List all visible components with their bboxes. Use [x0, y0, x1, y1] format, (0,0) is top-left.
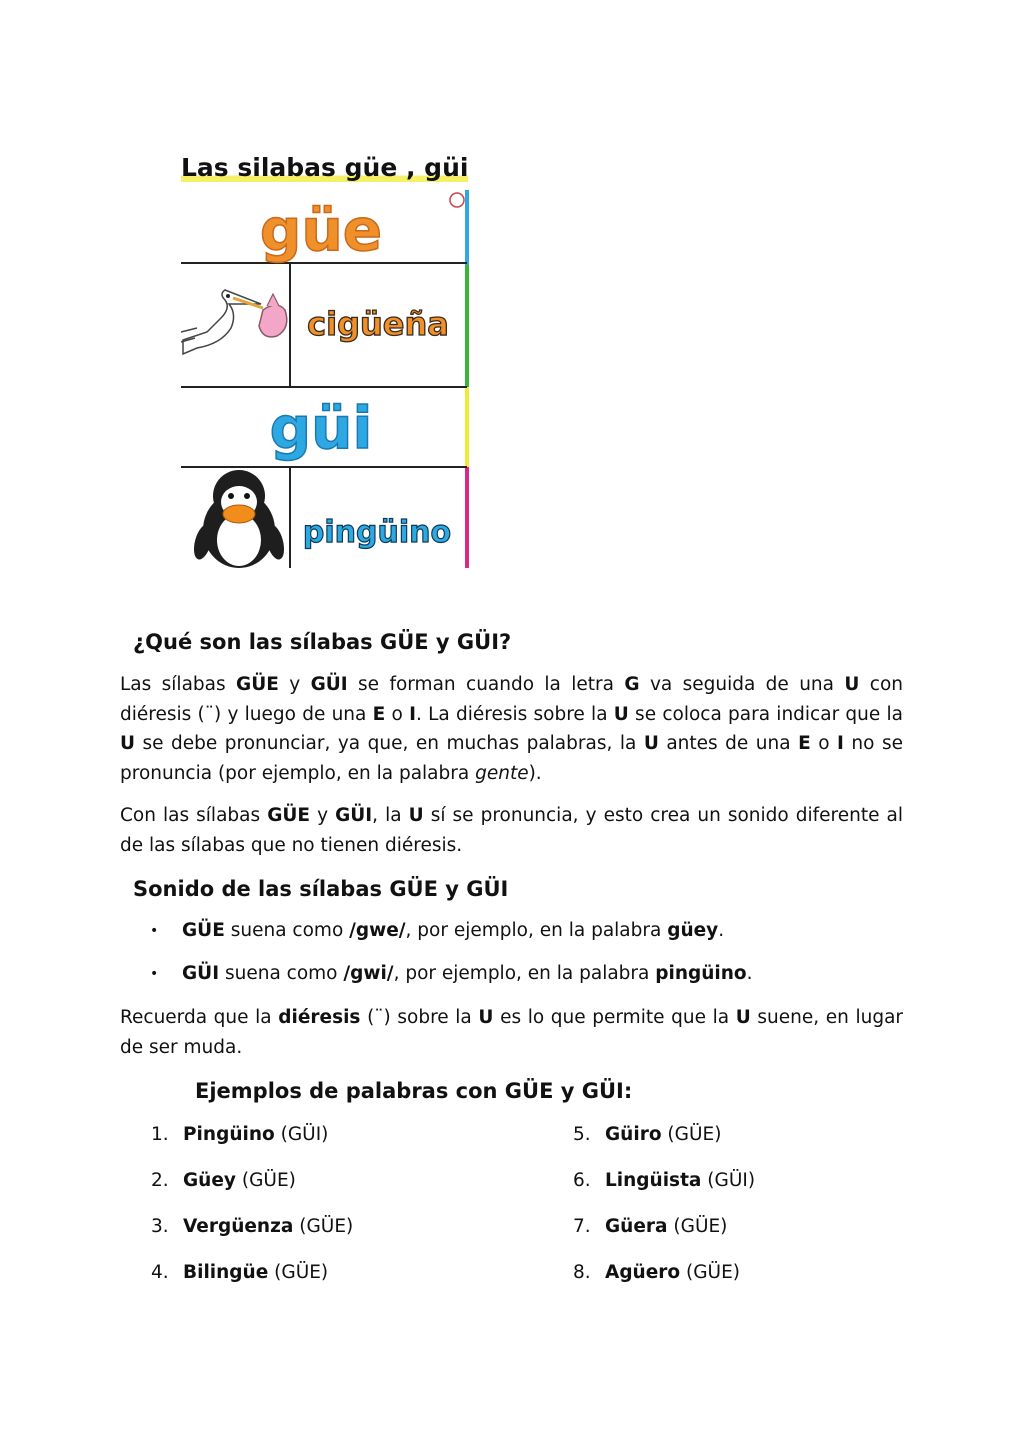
list-item: 2. Güey (GÜE)	[151, 1170, 296, 1191]
syllable-gue: güe	[259, 196, 383, 264]
list-item: 7. Güera (GÜE)	[573, 1216, 728, 1237]
list-item: 1. Pingüino (GÜI)	[151, 1124, 329, 1145]
examples-column-left	[151, 1120, 353, 1304]
penguin-icon	[191, 470, 288, 568]
list-item: • GÜE suena como /gwe/, por ejemplo, en la palabra güey.	[148, 916, 753, 959]
sound-bullet-list	[148, 916, 753, 1002]
stork-icon	[181, 290, 287, 354]
syllable-card-illustration	[181, 190, 470, 568]
list-item: 8. Agüero (GÜE)	[573, 1262, 741, 1283]
list-item: • GÜI suena como /gwi/, por ejemplo, en la palabra pingüino.	[148, 959, 753, 1002]
section-heading-sonido: Sonido de las sílabas GÜE y GÜI	[133, 877, 509, 901]
list-item: 3. Vergüenza (GÜE)	[151, 1216, 354, 1237]
syllable-gui: güi	[269, 394, 373, 462]
list-item: 4. Bilingüe (GÜE)	[151, 1262, 329, 1283]
paragraph-pronunciation: Con las sílabas GÜE y GÜI, la U sí se pronuncia, y esto crea un sonido diferente al de las sílabas que no tienen diéresis.	[120, 805, 903, 856]
word-pinguino: pingüino	[302, 515, 452, 550]
examples-column-right	[573, 1120, 755, 1304]
list-item: 6. Lingüista (GÜI)	[573, 1170, 756, 1191]
list-item: 5. Güiro (GÜE)	[573, 1124, 722, 1145]
paragraph-reminder: Recuerda que la diéresis (¨) sobre la U es lo que permite que la U suene, en lugar de ser muda.	[120, 1007, 904, 1058]
page-title: Las silabas güe , güi	[181, 153, 469, 182]
word-ciguena: cigüeña	[307, 305, 449, 343]
paragraph-definition: Las sílabas GÜE y GÜI se forman cuando la letra G va seguida de una U con diéresis (¨) y luego de una E o I. La diéresis sobre la U se coloca para indicar que la U se debe pronunciar, ya que, en muchas palabras, la U antes de una E o I no se pronuncia (por ejemplo, en la palabra gente).	[120, 674, 903, 784]
section-heading-que-son: ¿Qué son las sílabas GÜE y GÜI?	[133, 630, 512, 654]
section-heading-ejemplos: Ejemplos de palabras con GÜE y GÜI:	[195, 1079, 633, 1103]
corner-logo-icon	[450, 193, 464, 207]
